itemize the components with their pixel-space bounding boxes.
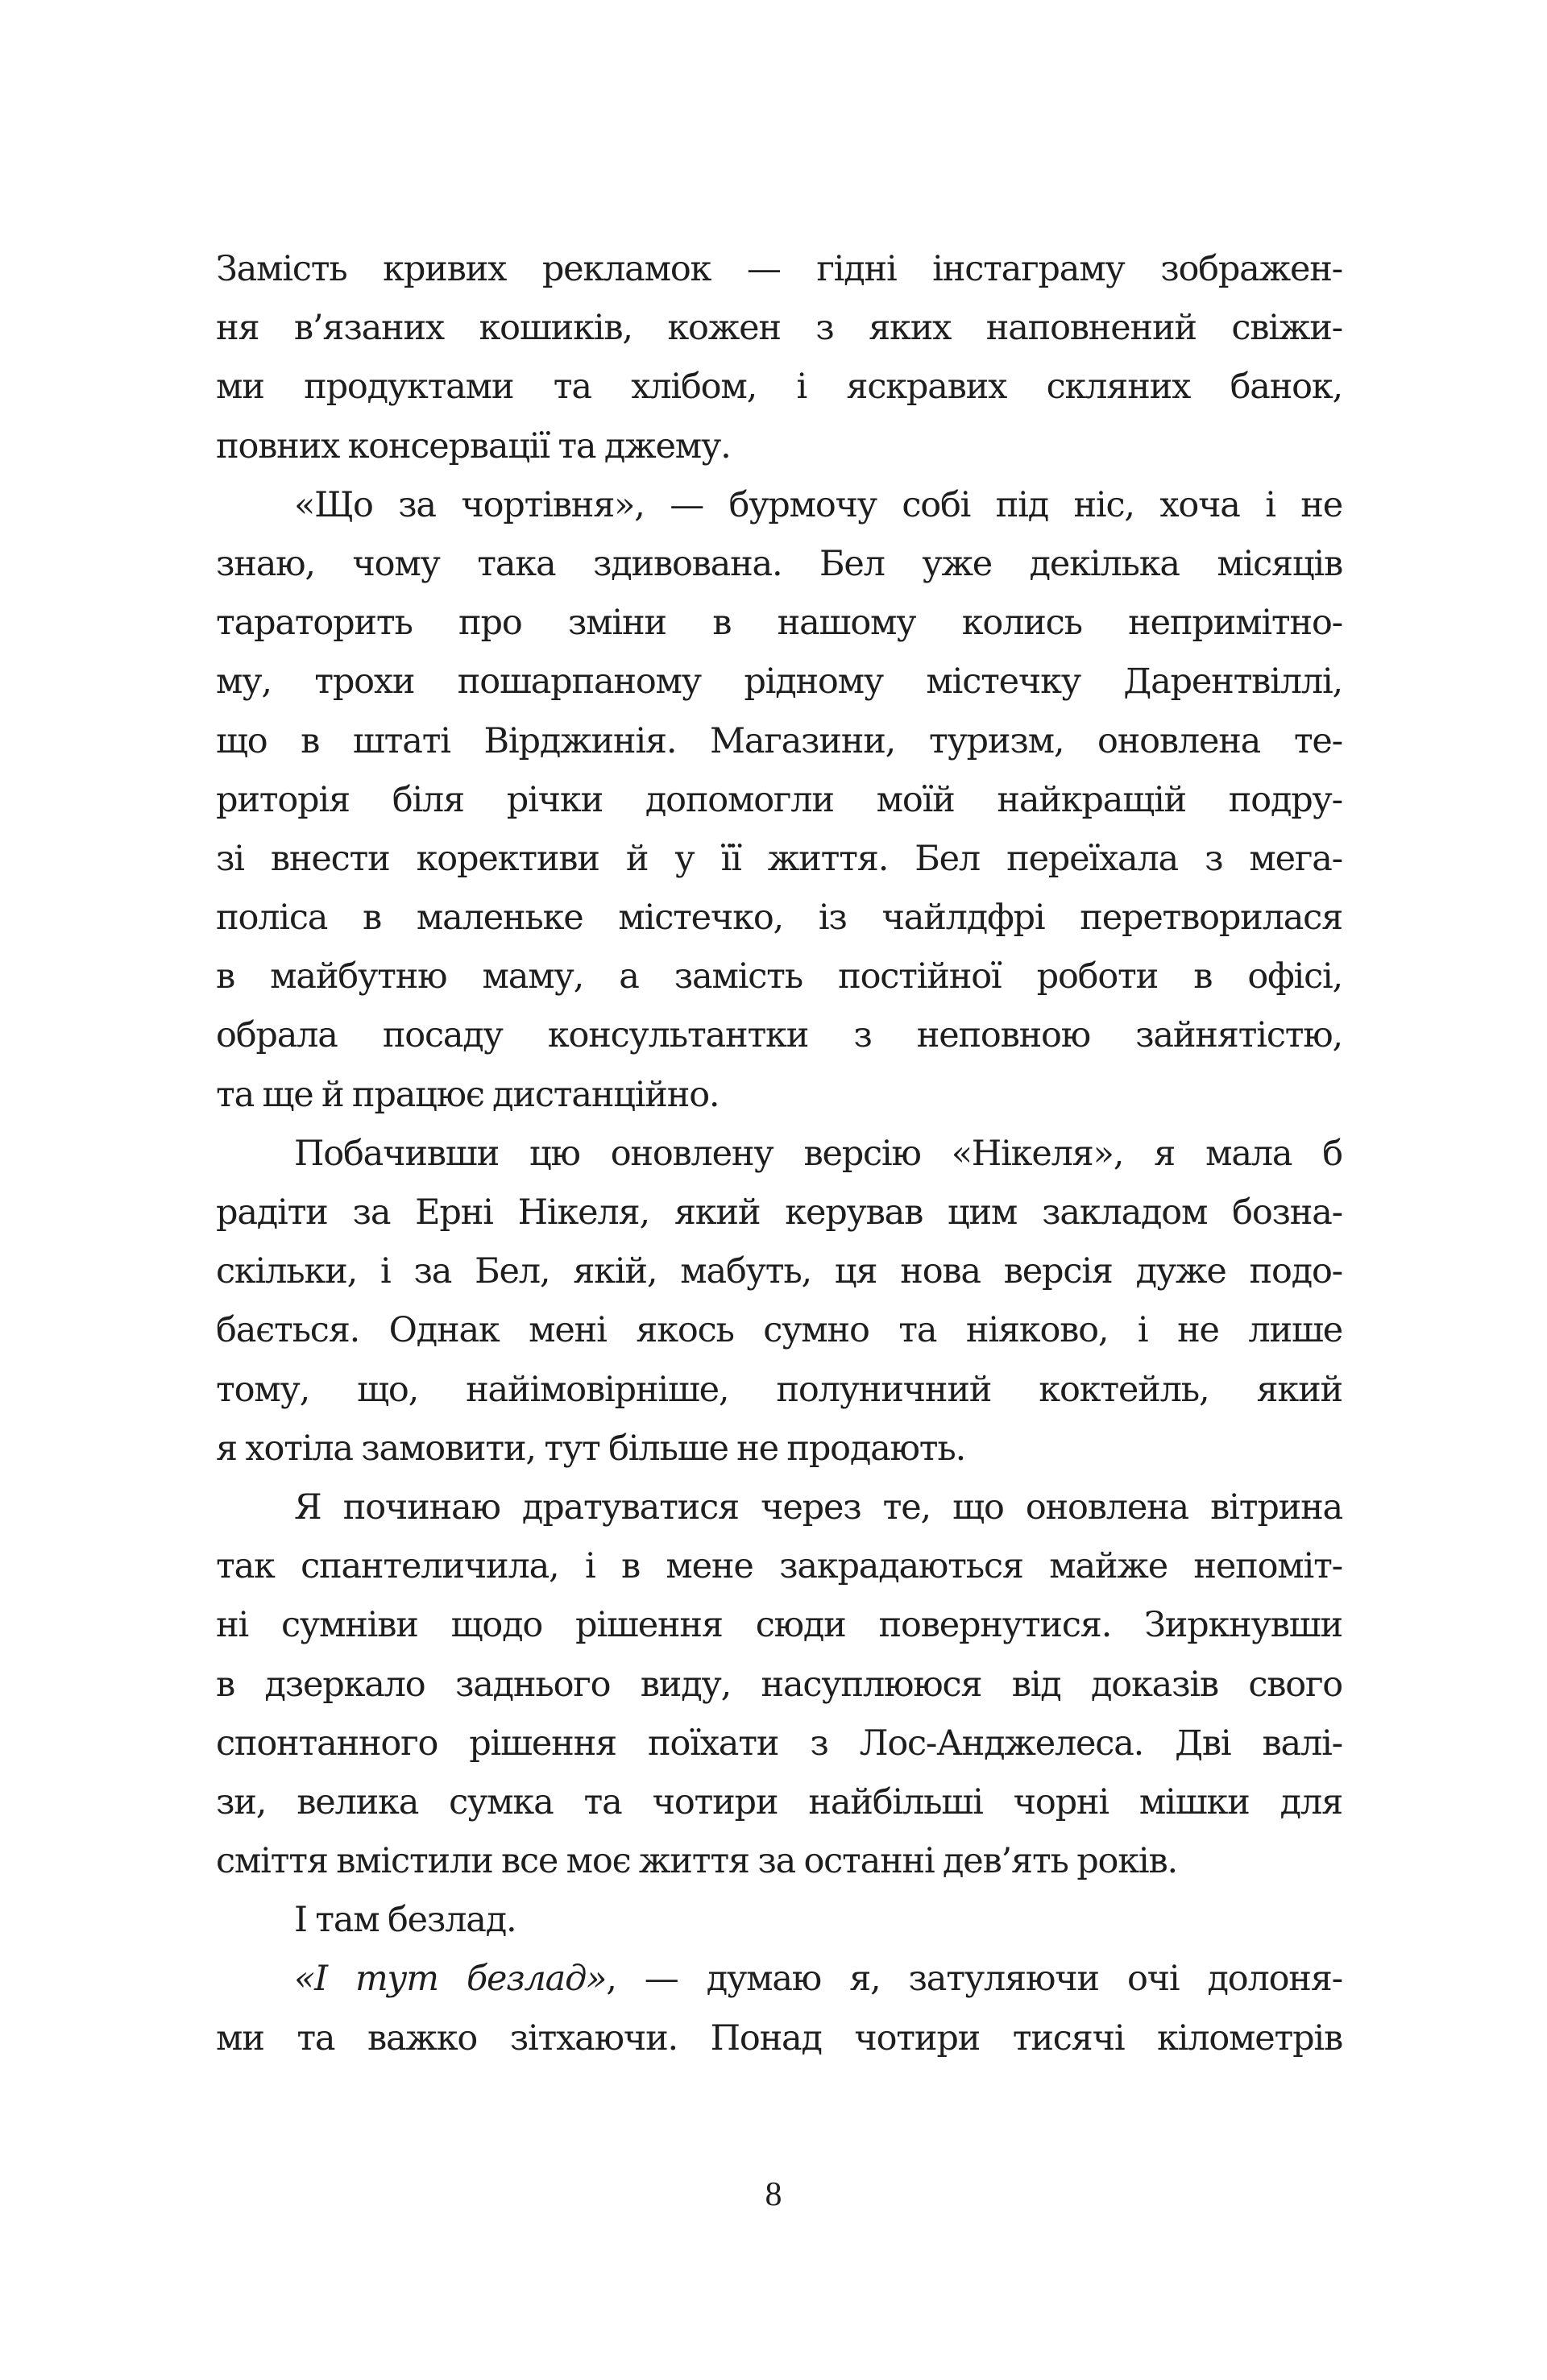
paragraph (216, 476, 1342, 1125)
text-line: му, трохи пошарпаному рідному містечку Дарентвіллі, (216, 661, 1342, 703)
text-line: сміття вмістили все моє життя за останні дев’ять років. (216, 1841, 1177, 1882)
text-line: в майбутню маму, а замість постійної роботи в офісі, (216, 956, 1342, 997)
paragraph (216, 1891, 1342, 1950)
text-line: ми продуктами та хлібом, і яскравих скляних банок, (216, 367, 1342, 408)
text-line: повних консервації та джему. (216, 425, 731, 466)
text-line: Замість кривих рекламок — гідні інстаграму зображен- (216, 249, 1342, 289)
paragraph (216, 1478, 1342, 1891)
paragraph (216, 1125, 1342, 1478)
text-line: «Що за чортівня», — бурмочу собі під ніс, хоча і не (294, 484, 1342, 525)
text-line (216, 1950, 1342, 2009)
text-line: тому, що, найімовірніше, полуничний коктейль, який (216, 1369, 1342, 1410)
text-fragment: , — думаю я, затуляючи очі долоня- (606, 1959, 1342, 2000)
text-line: радіти за Ерні Нікеля, який керував цим закладом бозна- (216, 1192, 1342, 1233)
body-text (216, 240, 1342, 2068)
text-line: зі внести корективи й у її життя. Бел переїхала з мега- (216, 838, 1342, 879)
text-line: ні сумніви щодо рішення сюди повернутися. Зиркнувши (216, 1605, 1342, 1646)
text-line: скільки, і за Бел, якій, мабуть, ця нова версія дуже подо- (216, 1251, 1342, 1292)
text-line: що в штаті Вірджинія. Магазини, туризм, оновлена те- (216, 720, 1342, 761)
text-line: зи, велика сумка та чотири найбільші чорні мішки для (216, 1781, 1342, 1822)
paragraph (216, 240, 1342, 476)
text-line: Я починаю дратуватися через те, що оновлена вітрина (294, 1486, 1342, 1528)
text-line: так спантеличила, і в мене закрадаються майже непоміт- (216, 1546, 1342, 1587)
italic-thought: «І тут безлад» (294, 1959, 607, 2000)
text-line: ня в’язаних кошиків, кожен з яких наповнений свіжи- (216, 308, 1342, 349)
text-line: в дзеркало заднього виду, насуплююся від доказів свого (216, 1664, 1342, 1705)
text-line: риторія біля річки допомогли моїй найкращій подру- (216, 779, 1342, 820)
text-line: І там безлад. (294, 1900, 516, 1941)
text-line: бається. Однак мені якось сумно та ніяково, і не лише (216, 1310, 1342, 1351)
text-line: Побачивши цю оновлену версію «Нікеля», я мала б (294, 1133, 1342, 1174)
text-line: обрала посаду консультантки з неповною зайнятістю, (216, 1015, 1342, 1056)
text-line: я хотіла замовити, тут більше не продають. (216, 1428, 966, 1469)
page-number: 8 (765, 2176, 782, 2213)
text-line: тараторить про зміни в нашому колись непримітно- (216, 603, 1342, 644)
text-line: та ще й працює дистанційно. (216, 1074, 720, 1115)
text-line: поліса в маленьке містечко, із чайлдфрі перетворилася (216, 898, 1342, 939)
text-line: знаю, чому така здивована. Бел уже декілька місяців (216, 543, 1342, 584)
text-line: спонтанного рішення поїхати з Лос-Анджелеса. Дві валі- (216, 1723, 1342, 1764)
paragraph (216, 1950, 1342, 2067)
text-line: ми та важко зітхаючи. Понад чотири тисячі кілометрів (216, 2017, 1342, 2059)
